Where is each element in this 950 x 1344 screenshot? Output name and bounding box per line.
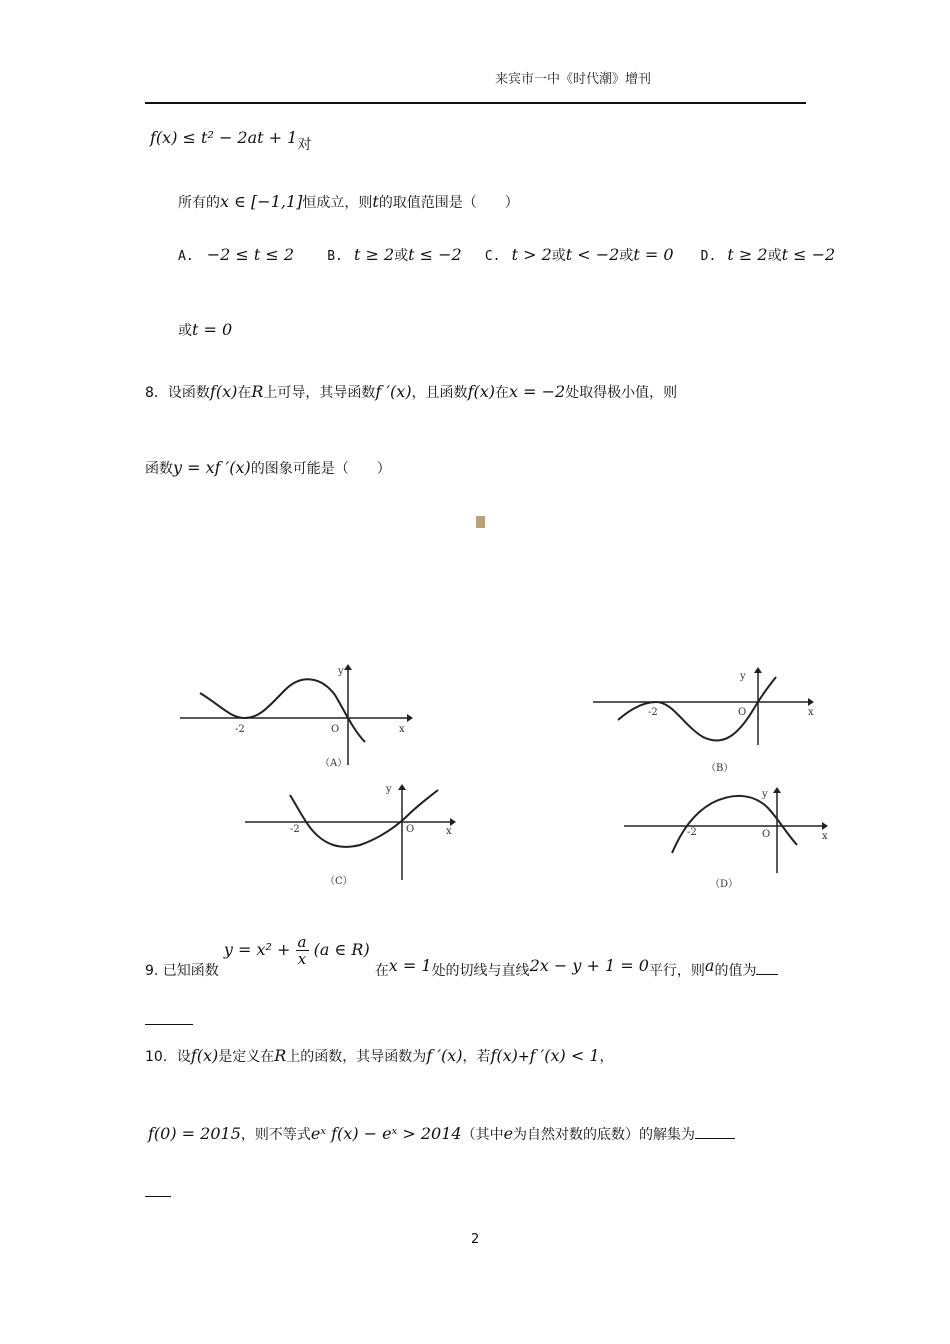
option-d: t ≤ −2 (781, 245, 836, 264)
option-a: −2 ≤ t ≤ 2 (206, 245, 295, 264)
q10-text: 上的函数，其导函数为 (286, 1049, 427, 1065)
page-number: 2 (471, 1232, 480, 1247)
graph-c (240, 780, 465, 890)
q9-text: 在 (374, 963, 389, 979)
q10-math: f ′(x) < 1 (529, 1046, 600, 1065)
q8-math: f(x) (209, 382, 238, 401)
graph-c-caption: （C） (325, 876, 353, 887)
q10-text: + (517, 1049, 530, 1065)
option-c: t < −2 (565, 245, 620, 264)
graph-a-neg2-label: -2 (235, 724, 245, 735)
q10-math: f(0) = 2015 (148, 1124, 241, 1143)
q9-math: a (704, 956, 715, 975)
q10-answer-blank-continued[interactable] (145, 1196, 171, 1197)
graph-b-origin-label: O (738, 707, 747, 718)
q7-line2 (178, 192, 519, 212)
q10-text: 10．设 (145, 1049, 191, 1065)
q7-option-d-continued (178, 320, 232, 340)
q8-math: y = xf ′(x) (173, 458, 251, 477)
q10-text: 为自然对数的底数）的解集为 (513, 1127, 696, 1143)
q8-math: f(x) (467, 382, 495, 401)
graph-c-y-label: y (386, 784, 392, 795)
or-text: 或 (178, 323, 192, 339)
graph-c-x-label: x (446, 826, 452, 837)
q8-math: R (251, 382, 264, 401)
or-text: 或 (394, 248, 409, 264)
q9-text: 处的切线与直线 (431, 963, 530, 979)
or-text: 或 (619, 248, 634, 264)
q8-text: ，且函数 (411, 385, 468, 401)
q10-answer-blank[interactable] (695, 1138, 735, 1139)
q9-math: x = 1 (388, 956, 432, 975)
q10-text: ，则不等式 (240, 1127, 311, 1143)
q8-math: f ′(x) (375, 382, 412, 401)
or-text: 或 (551, 248, 566, 264)
option-c: t > 2 (511, 245, 552, 264)
option-c: t = 0 (633, 245, 674, 264)
q9-fraction-den: x (297, 950, 307, 968)
option-d-label: D. (700, 249, 717, 264)
graph-b (588, 665, 823, 780)
option-b: t ≥ 2 (353, 245, 395, 264)
q9-answer-blank-continued[interactable] (145, 1024, 193, 1025)
q9-line (145, 930, 778, 979)
graph-a-caption: （A） (320, 758, 348, 769)
q7-text: 的取值范围是（ ） (378, 195, 519, 211)
graph-b-y-label: y (740, 671, 746, 682)
q10-text: （其中 (461, 1127, 504, 1143)
q7-domain: x ∈ [−1,1] (220, 192, 303, 211)
q9-function-main: y = x² + (223, 940, 291, 959)
q10-math: f(x) (490, 1046, 518, 1065)
graph-d-y-label: y (762, 789, 768, 800)
q7-line1 (150, 128, 312, 153)
graph-d-x-label: x (822, 831, 828, 842)
q8-text: 在 (495, 385, 509, 401)
graph-a-y-label: y (338, 666, 344, 677)
graph-c-origin-label: O (406, 824, 415, 835)
q8-text: 的图象可能是（ ） (250, 461, 391, 477)
q8-text: 函数 (145, 461, 173, 477)
q9-text: 平行，则 (648, 963, 705, 979)
graph-a-x-label: x (399, 724, 405, 735)
q9-math: 2x − y + 1 = 0 (529, 956, 649, 975)
q10-math: e (503, 1124, 514, 1143)
q10-math: R (274, 1046, 287, 1065)
graph-b-caption: （B） (706, 763, 734, 774)
q7-options (178, 245, 835, 265)
q9-function (224, 934, 370, 967)
graph-b-neg2-label: -2 (648, 707, 658, 718)
graph-a (175, 660, 415, 775)
q8-line2 (145, 458, 391, 478)
q8-text: 在 (237, 385, 252, 401)
graph-d-origin-label: O (762, 829, 771, 840)
q8-text: 处取得极小值，则 (565, 385, 678, 401)
graph-d-neg2-label: -2 (687, 827, 697, 838)
q9-text: 的值为 (714, 963, 757, 979)
graph-a-origin-label: O (331, 724, 340, 735)
header-rule (145, 102, 806, 104)
q7-text: 所有的 (178, 195, 220, 211)
option-b: t ≤ −2 (408, 245, 462, 264)
q10-math: f(x) (190, 1046, 219, 1065)
option-d: t = 0 (192, 320, 233, 339)
q8-math: x = −2 (509, 382, 566, 401)
option-c-label: C. (484, 249, 501, 264)
or-text: 或 (767, 248, 782, 264)
q9-fraction-num: a (297, 933, 307, 951)
q10-line1 (145, 1046, 614, 1066)
q7-var: t (372, 192, 379, 211)
q10-text: ， (599, 1049, 614, 1065)
option-a-label: A. (178, 249, 194, 264)
option-b-label: B. (327, 249, 343, 264)
q8-line1 (145, 382, 677, 402)
q10-math: eˣ f(x) − eˣ > 2014 (310, 1124, 462, 1143)
q9-function-tail: (a ∈ R) (313, 940, 370, 959)
graph-b-x-label: x (808, 707, 814, 718)
q7-suffix: 对 (297, 137, 312, 153)
q9-text: 9. 已知函数 (145, 963, 219, 979)
q10-math: f ′(x) (426, 1046, 463, 1065)
q10-text: ，若 (462, 1049, 491, 1065)
q7-text: 恒成立，则 (302, 195, 373, 211)
graph-c-neg2-label: -2 (290, 824, 300, 835)
option-d: t ≥ 2 (727, 245, 768, 264)
graph-d (622, 785, 837, 895)
q9-answer-blank[interactable] (756, 974, 778, 975)
header-title: 来宾市一中《时代潮》增刊 (495, 72, 652, 87)
q8-text: 8．设函数 (145, 385, 210, 401)
image-placeholder-icon (476, 516, 485, 528)
q7-inequality: f(x) ≤ t² − 2at + 1 (150, 128, 298, 147)
q9-fraction (296, 934, 309, 967)
q10-text: 是定义在 (218, 1049, 275, 1065)
graph-d-caption: （D） (710, 879, 739, 890)
q10-line2 (148, 1124, 735, 1144)
q8-text: 上可导，其导函数 (263, 385, 376, 401)
